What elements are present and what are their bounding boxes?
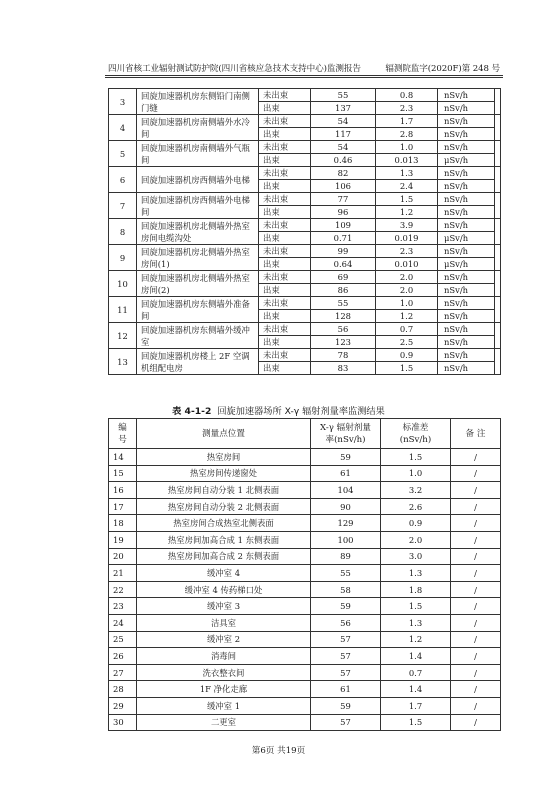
std-dev-value: 0.019: [376, 232, 438, 245]
dose-rate-value: 90: [311, 498, 381, 515]
header-org-title: 四川省核工业辐射测试防护院(四川省核应急技术支持中心)监测报告: [108, 64, 361, 74]
point-location: 1F 净化走廊: [137, 681, 311, 698]
table-row: [109, 631, 501, 648]
std-dev-value: 1.5: [381, 449, 451, 466]
radiation-rate-table: [108, 418, 501, 731]
std-dev-value: 0.7: [376, 323, 438, 336]
beam-state: 出束: [259, 232, 311, 245]
std-dev-value: 2.5: [376, 336, 438, 349]
table-row: [109, 115, 501, 128]
beam-state: 出束: [259, 258, 311, 271]
unit: nSv/h: [438, 297, 495, 310]
header-rule-top: [105, 75, 503, 76]
caption-label: 表 4-1-2: [172, 406, 212, 417]
note-value: /: [451, 681, 501, 698]
unit: nSv/h: [438, 128, 495, 141]
table-row: [109, 598, 501, 615]
table-row: [109, 515, 501, 532]
std-dev-value: 0.9: [376, 349, 438, 362]
dose-rate-value: 123: [311, 336, 376, 349]
table-row: [109, 498, 501, 515]
point-number: 15: [109, 465, 137, 482]
dose-rate-value: 99: [311, 245, 376, 258]
std-dev-value: 1.5: [381, 598, 451, 615]
table-row: [109, 271, 501, 284]
unit: nSv/h: [438, 271, 495, 284]
point-number: 22: [109, 581, 137, 598]
point-location: 缓冲室 3: [137, 598, 311, 615]
unit: μSv/h: [438, 154, 495, 167]
point-location: 回旋加速器机房南侧墙外气瓶间: [137, 141, 259, 167]
table-row: [109, 219, 501, 232]
caption-text: 回旋加速器场所 X-γ 辐射剂量率监测结果: [217, 406, 385, 417]
note-value: /: [451, 581, 501, 598]
point-location: 回旋加速器机房西侧墙外电梯: [137, 167, 259, 193]
point-number: 19: [109, 531, 137, 548]
point-number: 12: [109, 323, 137, 349]
dose-rate-value: 57: [311, 648, 381, 665]
point-location: 热室房间自动分装 1 北侧表面: [137, 482, 311, 499]
std-dev-value: 2.0: [376, 284, 438, 297]
dose-rate-value: 56: [311, 614, 381, 631]
dose-rate-value: 96: [311, 206, 376, 219]
std-dev-value: 2.4: [376, 180, 438, 193]
table-row: [109, 141, 501, 154]
unit: nSv/h: [438, 115, 495, 128]
point-location: 热室房间传递窗处: [137, 465, 311, 482]
dose-rate-value: 0.64: [311, 258, 376, 271]
point-number: 30: [109, 714, 137, 731]
point-number: 14: [109, 449, 137, 466]
header-note: 备 注: [451, 419, 501, 449]
dose-rate-value: 55: [311, 565, 381, 582]
unit: nSv/h: [438, 193, 495, 206]
std-dev-value: 1.5: [381, 714, 451, 731]
std-dev-value: 1.3: [381, 565, 451, 582]
dose-rate-value: 0.71: [311, 232, 376, 245]
table-row: [109, 697, 501, 714]
dose-rate-value: 106: [311, 180, 376, 193]
std-dev-value: 1.2: [381, 631, 451, 648]
header-report-number: 辐测院监字(2020F)第 248 号: [385, 64, 500, 74]
note-value: /: [451, 449, 501, 466]
unit: nSv/h: [438, 284, 495, 297]
note-value: /: [451, 515, 501, 532]
table-row: [109, 465, 501, 482]
note-value: /: [451, 465, 501, 482]
table-row: [109, 648, 501, 665]
beam-state: 出束: [259, 336, 311, 349]
dose-rate-value: 54: [311, 141, 376, 154]
point-number: 3: [109, 89, 137, 115]
point-number: 8: [109, 219, 137, 245]
std-dev-value: 0.7: [381, 664, 451, 681]
point-number: 26: [109, 648, 137, 665]
dose-rate-value: 61: [311, 681, 381, 698]
results-table-continued: [108, 88, 501, 375]
dose-rate-value: 57: [311, 631, 381, 648]
table-row: [109, 565, 501, 582]
std-dev-value: 1.3: [381, 614, 451, 631]
note-value: /: [451, 482, 501, 499]
std-dev-value: 1.4: [381, 648, 451, 665]
dose-rate-value: 137: [311, 102, 376, 115]
empty-cell: [495, 349, 501, 375]
std-dev-value: 1.3: [376, 167, 438, 180]
beam-state: 未出束: [259, 167, 311, 180]
point-location: 消毒间: [137, 648, 311, 665]
unit: nSv/h: [438, 180, 495, 193]
beam-state: 出束: [259, 128, 311, 141]
dose-rate-value: 57: [311, 664, 381, 681]
std-dev-value: 1.7: [376, 115, 438, 128]
beam-state: 未出束: [259, 245, 311, 258]
beam-state: 未出束: [259, 141, 311, 154]
dose-rate-value: 69: [311, 271, 376, 284]
std-dev-value: 3.9: [376, 219, 438, 232]
unit: μSv/h: [438, 232, 495, 245]
std-dev-value: 1.5: [376, 193, 438, 206]
dose-rate-value: 82: [311, 167, 376, 180]
point-location: 洁具室: [137, 614, 311, 631]
std-dev-value: 1.4: [381, 681, 451, 698]
std-dev-value: 1.2: [376, 310, 438, 323]
table-row: [109, 449, 501, 466]
unit: nSv/h: [438, 141, 495, 154]
point-number: 23: [109, 598, 137, 615]
table-header-row: [109, 419, 501, 449]
point-location: 回旋加速器机房东侧铅门南侧门缝: [137, 89, 259, 115]
beam-state: 未出束: [259, 323, 311, 336]
dose-rate-value: 129: [311, 515, 381, 532]
std-dev-value: 1.0: [381, 465, 451, 482]
point-number: 5: [109, 141, 137, 167]
std-dev-value: 2.0: [376, 271, 438, 284]
std-dev-value: 2.3: [376, 102, 438, 115]
empty-cell: [495, 219, 501, 245]
point-number: 20: [109, 548, 137, 565]
point-location: 热室房间: [137, 449, 311, 466]
dose-rate-value: 55: [311, 89, 376, 102]
unit: nSv/h: [438, 89, 495, 102]
empty-cell: [495, 167, 501, 193]
note-value: /: [451, 631, 501, 648]
std-dev-value: 0.8: [376, 89, 438, 102]
unit: nSv/h: [438, 362, 495, 375]
dose-rate-value: 104: [311, 482, 381, 499]
point-location: 缓冲室 4 传药梯口处: [137, 581, 311, 598]
page-footer: 第6页 共19页: [251, 746, 306, 756]
beam-state: 出束: [259, 206, 311, 219]
std-dev-value: 1.0: [376, 297, 438, 310]
point-number: 28: [109, 681, 137, 698]
dose-rate-value: 117: [311, 128, 376, 141]
table-row: [109, 548, 501, 565]
empty-cell: [495, 245, 501, 271]
table-row: [109, 89, 501, 102]
note-value: /: [451, 598, 501, 615]
beam-state: 未出束: [259, 349, 311, 362]
note-value: /: [451, 565, 501, 582]
header-number: 编号: [109, 419, 137, 449]
point-location: 回旋加速器机房北侧墙外热室房间电缆沟处: [137, 219, 259, 245]
empty-cell: [495, 323, 501, 349]
std-dev-value: 2.6: [381, 498, 451, 515]
dose-rate-value: 0.46: [311, 154, 376, 167]
beam-state: 未出束: [259, 115, 311, 128]
point-location: 回旋加速器机房东侧墙外缓冲室: [137, 323, 259, 349]
dose-rate-value: 109: [311, 219, 376, 232]
dose-rate-value: 83: [311, 362, 376, 375]
dose-rate-value: 59: [311, 598, 381, 615]
unit: nSv/h: [438, 310, 495, 323]
std-dev-value: 1.8: [381, 581, 451, 598]
table-row: [109, 297, 501, 310]
std-dev-value: 0.9: [381, 515, 451, 532]
dose-rate-value: 54: [311, 115, 376, 128]
point-location: 二更室: [137, 714, 311, 731]
note-value: /: [451, 548, 501, 565]
beam-state: 未出束: [259, 297, 311, 310]
point-location: 热室房间自动分装 2 北侧表面: [137, 498, 311, 515]
dose-rate-value: 59: [311, 697, 381, 714]
std-dev-value: 1.0: [376, 141, 438, 154]
beam-state: 未出束: [259, 271, 311, 284]
point-number: 29: [109, 697, 137, 714]
dose-rate-value: 78: [311, 349, 376, 362]
table-row: [109, 581, 501, 598]
std-dev-value: 3.0: [381, 548, 451, 565]
std-dev-value: 1.7: [381, 697, 451, 714]
point-number: 18: [109, 515, 137, 532]
dose-rate-value: 128: [311, 310, 376, 323]
table-row: [109, 323, 501, 336]
beam-state: 出束: [259, 284, 311, 297]
point-number: 6: [109, 167, 137, 193]
dose-rate-value: 100: [311, 531, 381, 548]
point-location: 回旋加速器机房南侧墙外水冷间: [137, 115, 259, 141]
point-location: 回旋加速器机房东侧墙外准备间: [137, 297, 259, 323]
std-dev-value: 1.5: [376, 362, 438, 375]
unit: nSv/h: [438, 219, 495, 232]
header-std-dev: 标准差(nSv/h): [381, 419, 451, 449]
empty-cell: [495, 141, 501, 167]
std-dev-value: 2.0: [381, 531, 451, 548]
unit: μSv/h: [438, 258, 495, 271]
note-value: /: [451, 648, 501, 665]
beam-state: 出束: [259, 310, 311, 323]
header-rule-bottom: [105, 77, 503, 78]
point-location: 洗衣整衣间: [137, 664, 311, 681]
point-number: 27: [109, 664, 137, 681]
point-location: 热室房间合成热室北侧表面: [137, 515, 311, 532]
point-number: 9: [109, 245, 137, 271]
unit: nSv/h: [438, 349, 495, 362]
unit: nSv/h: [438, 336, 495, 349]
point-number: 7: [109, 193, 137, 219]
unit: nSv/h: [438, 245, 495, 258]
point-number: 24: [109, 614, 137, 631]
table-row: [109, 614, 501, 631]
point-location: 缓冲室 2: [137, 631, 311, 648]
std-dev-value: 0.013: [376, 154, 438, 167]
table-row: [109, 664, 501, 681]
point-location: 回旋加速器机房楼上 2F 空调机组配电房: [137, 349, 259, 375]
std-dev-value: 2.3: [376, 245, 438, 258]
table-row: [109, 245, 501, 258]
std-dev-value: 3.2: [381, 482, 451, 499]
dose-rate-value: 57: [311, 714, 381, 731]
point-number: 16: [109, 482, 137, 499]
point-number: 17: [109, 498, 137, 515]
note-value: /: [451, 531, 501, 548]
note-value: /: [451, 697, 501, 714]
table-row: [109, 531, 501, 548]
dose-rate-value: 58: [311, 581, 381, 598]
note-value: /: [451, 614, 501, 631]
empty-cell: [495, 115, 501, 141]
unit: nSv/h: [438, 167, 495, 180]
std-dev-value: 2.8: [376, 128, 438, 141]
unit: nSv/h: [438, 206, 495, 219]
point-location: 热室房间加高合成 2 东侧表面: [137, 548, 311, 565]
beam-state: 未出束: [259, 219, 311, 232]
point-location: 回旋加速器机房北侧墙外热室房间(2): [137, 271, 259, 297]
point-location: 缓冲室 4: [137, 565, 311, 582]
point-location: 热室房间加高合成 1 东侧表面: [137, 531, 311, 548]
dose-rate-value: 86: [311, 284, 376, 297]
point-location: 回旋加速器机房北侧墙外热室房间(1): [137, 245, 259, 271]
point-number: 4: [109, 115, 137, 141]
report-header: [108, 62, 500, 74]
dose-rate-value: 55: [311, 297, 376, 310]
empty-cell: [495, 89, 501, 115]
beam-state: 出束: [259, 180, 311, 193]
table-caption: [0, 403, 557, 417]
header-dose-rate: X-γ 辐射剂量率(nSv/h): [311, 419, 381, 449]
header-location: 测量点位置: [137, 419, 311, 449]
note-value: /: [451, 498, 501, 515]
unit: nSv/h: [438, 102, 495, 115]
unit: nSv/h: [438, 323, 495, 336]
point-number: 13: [109, 349, 137, 375]
point-location: 缓冲室 1: [137, 697, 311, 714]
empty-cell: [495, 271, 501, 297]
std-dev-value: 1.2: [376, 206, 438, 219]
table-row: [109, 349, 501, 362]
empty-cell: [495, 297, 501, 323]
beam-state: 未出束: [259, 193, 311, 206]
beam-state: 出束: [259, 102, 311, 115]
table-row: [109, 167, 501, 180]
table-row: [109, 482, 501, 499]
dose-rate-value: 89: [311, 548, 381, 565]
point-number: 10: [109, 271, 137, 297]
table-row: [109, 681, 501, 698]
std-dev-value: 0.010: [376, 258, 438, 271]
dose-rate-value: 56: [311, 323, 376, 336]
note-value: /: [451, 714, 501, 731]
dose-rate-value: 61: [311, 465, 381, 482]
dose-rate-value: 77: [311, 193, 376, 206]
dose-rate-value: 59: [311, 449, 381, 466]
note-value: /: [451, 664, 501, 681]
empty-cell: [495, 193, 501, 219]
beam-state: 出束: [259, 154, 311, 167]
beam-state: 未出束: [259, 89, 311, 102]
point-number: 11: [109, 297, 137, 323]
point-number: 21: [109, 565, 137, 582]
table-row: [109, 193, 501, 206]
point-location: 回旋加速器机房西侧墙外电梯间: [137, 193, 259, 219]
table-row: [109, 714, 501, 731]
point-number: 25: [109, 631, 137, 648]
beam-state: 出束: [259, 362, 311, 375]
